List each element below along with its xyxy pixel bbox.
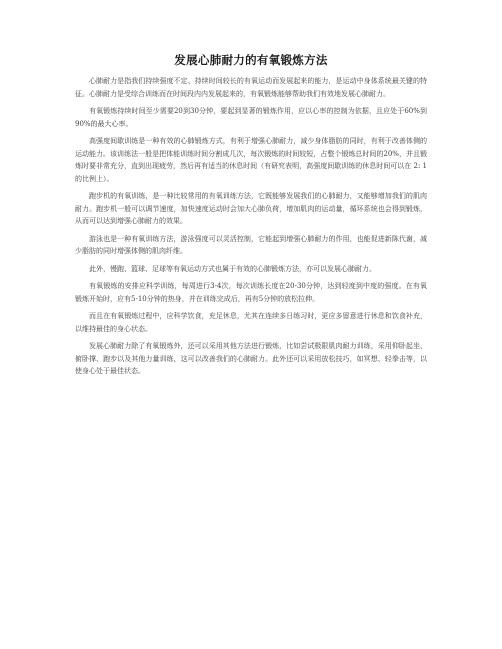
paragraph: 有氧锻炼持续时间至少需要20到30分钟，要起到显著的锻炼作用，应以心率的控制为依据，且应处于60%到90%的最大心率。 [75,107,427,128]
document-body [75,75,427,378]
paragraph: 心肺耐力是指我们持续强度不定、持续时间较长的有氧运动而发展起来的能力，是运动中身体系统最关键的特征。心肺耐力是受综合训练而在时间段内内发展起来的，有氧锻炼能够帮助我们有效地发展心肺耐力。 [75,77,427,98]
paragraph: 发展心肺耐力除了有氧锻炼外，还可以采用其他方法进行锻炼，比如尝试极限肌肉耐力训练，采用仰卧起坐、俯卧撑、跑步以及其他力量训练，这可以改善我们的心肺耐力。此外还可以采用放松技巧，如冥想、轻拳击等，以使身心处于最佳状态。 [75,342,427,375]
document-title: 发展心肺耐力的有氧锻炼方法 [174,53,328,67]
paragraph: 游泳也是一种有氧训练方法，游泳强度可以灵活控制，它能起到增强心肺耐力的作用，也能促进新陈代谢，减少脂肪的同时增强体侧的肌肉纤维。 [75,234,427,255]
document-page [75,0,427,383]
paragraph: 跑步机的有氧训练，是一种比较常用的有氧训练方法，它既能够发展我们的心肺耐力，又能够增加我们的肌肉耐力。跑步机一般可以调节速度，加快速度运动时会加大心肺负荷，增加肌肉的运动量，循环系统也会得到锻炼，从而可以达到增强心肺耐力的效果。 [75,192,427,225]
paragraph: 而且在有氧锻炼过程中，应科学饮食，充足休息，尤其在连续多日练习时，更应多留意进行休息和饮食补充，以维持最佳的身心状态。 [75,312,427,333]
paragraph: 高强度间歇训练是一种有效的心肺锻炼方式，有利于增强心肺耐力，减少身体脂肪的同时，有利于改善体侧的运动能力。该训练法一般是把体能训练时间分割成几次，每次锻炼的时间较短，占整个锻炼总时间的20%，并且锻炼时要非常充分，直到出现疲劳，然后再有适当的休息时间（有研究表明，高强度间歇训练的休息时间可以在 2: 1 的比例上）。 [75,137,427,183]
paragraph: 有氧锻炼的安排应科学训练，每周进行3-4次，每次训练长度在20-30分钟，达到轻度到中度的强度。在有氧锻炼开始时，应有5-10分钟的热身，并在训练完成后，再有5分钟的放松拉伸。 [75,282,427,303]
paragraph: 此外，慢跑、篮球、足球等有氧运动方式也属于有效的心肺锻炼方法，亦可以发展心肺耐力。 [89,264,376,273]
